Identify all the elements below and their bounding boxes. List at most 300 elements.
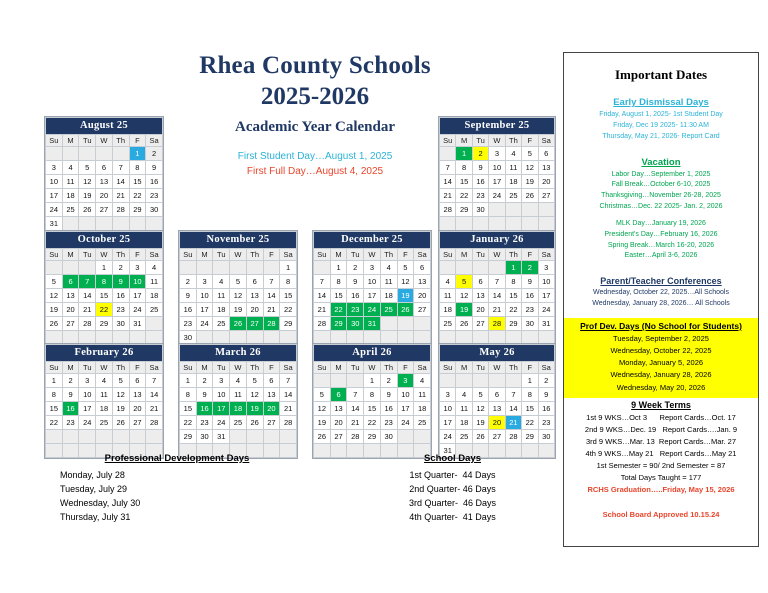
day-cell[interactable]: 3 [196,275,213,289]
day-cell[interactable]: 18 [440,303,456,317]
day-cell[interactable]: 13 [330,402,347,416]
day-cell[interactable]: 23 [347,303,364,317]
day-cell[interactable]: 27 [489,430,505,444]
day-cell[interactable]: 17 [364,289,381,303]
day-cell[interactable]: 23 [196,416,213,430]
day-cell[interactable]: 20 [129,402,146,416]
day-cell[interactable]: 30 [538,430,554,444]
day-cell[interactable]: 27 [62,317,79,331]
day-cell[interactable]: 11 [414,388,431,402]
day-cell[interactable]: 31 [538,317,554,331]
day-cell[interactable]: 18 [213,303,230,317]
day-cell[interactable]: 31 [46,217,63,231]
day-cell[interactable]: 23 [538,416,554,430]
day-cell[interactable]: 29 [456,203,472,217]
day-cell[interactable]: 11 [380,275,397,289]
day-cell[interactable]: 25 [456,430,472,444]
day-cell[interactable]: 27 [414,303,431,317]
day-cell[interactable]: 22 [180,416,197,430]
day-cell[interactable]: 8 [505,275,521,289]
day-cell[interactable]: 8 [364,388,381,402]
day-cell[interactable]: 12 [314,402,331,416]
day-cell[interactable]: 19 [230,303,247,317]
day-cell[interactable]: 11 [456,402,472,416]
day-cell[interactable]: 29 [505,317,521,331]
day-cell[interactable]: 28 [505,430,521,444]
day-cell[interactable]: 1 [129,147,146,161]
day-cell[interactable]: 29 [522,430,538,444]
day-cell[interactable]: 3 [129,261,146,275]
day-cell[interactable]: 7 [505,388,521,402]
day-cell[interactable]: 3 [364,261,381,275]
day-cell[interactable]: 20 [489,416,505,430]
day-cell[interactable]: 13 [129,388,146,402]
day-cell[interactable]: 7 [146,374,163,388]
day-cell[interactable]: 11 [505,161,521,175]
day-cell[interactable]: 10 [79,388,96,402]
day-cell[interactable]: 9 [112,275,129,289]
day-cell[interactable]: 6 [538,147,554,161]
day-cell[interactable]: 31 [364,317,381,331]
day-cell[interactable]: 24 [46,203,63,217]
day-cell[interactable]: 26 [314,430,331,444]
day-cell[interactable]: 29 [280,317,297,331]
day-cell[interactable]: 14 [112,175,129,189]
day-cell[interactable]: 16 [196,402,213,416]
day-cell[interactable]: 15 [505,289,521,303]
day-cell[interactable]: 25 [230,416,247,430]
day-cell[interactable]: 21 [489,303,505,317]
day-cell[interactable]: 12 [46,289,63,303]
day-cell[interactable]: 15 [46,402,63,416]
day-cell[interactable]: 20 [62,303,79,317]
day-cell[interactable]: 17 [79,402,96,416]
day-cell[interactable]: 31 [213,430,230,444]
day-cell[interactable]: 9 [380,388,397,402]
day-cell[interactable]: 1 [505,261,521,275]
day-cell[interactable]: 15 [364,402,381,416]
day-cell[interactable]: 12 [246,388,263,402]
day-cell[interactable]: 22 [364,416,381,430]
day-cell[interactable]: 13 [246,289,263,303]
day-cell[interactable]: 21 [112,189,129,203]
day-cell[interactable]: 20 [263,402,280,416]
day-cell[interactable]: 22 [96,303,113,317]
day-cell[interactable]: 29 [129,203,146,217]
day-cell[interactable]: 3 [213,374,230,388]
day-cell[interactable]: 19 [79,189,96,203]
day-cell[interactable]: 13 [414,275,431,289]
day-cell[interactable]: 5 [397,261,414,275]
day-cell[interactable]: 14 [79,289,96,303]
day-cell[interactable]: 5 [522,147,538,161]
day-cell[interactable]: 19 [112,402,129,416]
day-cell[interactable]: 12 [79,175,96,189]
day-cell[interactable]: 26 [522,189,538,203]
day-cell[interactable]: 15 [522,402,538,416]
day-cell[interactable]: 13 [263,388,280,402]
day-cell[interactable]: 28 [263,317,280,331]
day-cell[interactable]: 5 [246,374,263,388]
day-cell[interactable]: 18 [230,402,247,416]
day-cell[interactable]: 20 [330,416,347,430]
day-cell[interactable]: 24 [129,303,146,317]
day-cell[interactable]: 30 [522,317,538,331]
day-cell[interactable]: 29 [96,317,113,331]
day-cell[interactable]: 28 [314,317,331,331]
day-cell[interactable]: 6 [330,388,347,402]
day-cell[interactable]: 23 [112,303,129,317]
day-cell[interactable]: 21 [347,416,364,430]
day-cell[interactable]: 12 [456,289,472,303]
day-cell[interactable]: 21 [79,303,96,317]
day-cell[interactable]: 10 [489,161,505,175]
day-cell[interactable]: 2 [472,147,488,161]
day-cell[interactable]: 4 [456,388,472,402]
day-cell[interactable]: 13 [96,175,113,189]
day-cell[interactable]: 14 [489,289,505,303]
day-cell[interactable]: 26 [246,416,263,430]
day-cell[interactable]: 22 [456,189,472,203]
day-cell[interactable]: 26 [79,203,96,217]
day-cell[interactable]: 18 [505,175,521,189]
day-cell[interactable]: 28 [280,416,297,430]
day-cell[interactable]: 18 [62,189,79,203]
day-cell[interactable]: 11 [96,388,113,402]
day-cell[interactable]: 7 [489,275,505,289]
day-cell[interactable]: 1 [364,374,381,388]
day-cell[interactable]: 25 [505,189,521,203]
day-cell[interactable]: 3 [440,388,456,402]
day-cell[interactable]: 29 [180,430,197,444]
day-cell[interactable]: 9 [347,275,364,289]
day-cell[interactable]: 16 [538,402,554,416]
day-cell[interactable]: 26 [46,317,63,331]
day-cell[interactable]: 22 [505,303,521,317]
day-cell[interactable]: 15 [129,175,146,189]
day-cell[interactable]: 10 [213,388,230,402]
day-cell[interactable]: 1 [180,374,197,388]
day-cell[interactable]: 24 [213,416,230,430]
day-cell[interactable]: 27 [330,430,347,444]
day-cell[interactable]: 12 [522,161,538,175]
day-cell[interactable]: 30 [180,331,197,345]
day-cell[interactable]: 19 [246,402,263,416]
day-cell[interactable]: 15 [330,289,347,303]
day-cell[interactable]: 25 [380,303,397,317]
day-cell[interactable]: 23 [472,189,488,203]
day-cell[interactable]: 10 [196,289,213,303]
day-cell[interactable]: 4 [146,261,163,275]
day-cell[interactable]: 2 [538,374,554,388]
day-cell[interactable]: 26 [112,416,129,430]
day-cell[interactable]: 16 [380,402,397,416]
day-cell[interactable]: 14 [280,388,297,402]
day-cell[interactable]: 23 [180,317,197,331]
day-cell[interactable]: 22 [129,189,146,203]
day-cell[interactable]: 8 [46,388,63,402]
day-cell[interactable]: 11 [146,275,163,289]
day-cell[interactable]: 19 [314,416,331,430]
day-cell[interactable]: 28 [440,203,456,217]
day-cell[interactable]: 2 [62,374,79,388]
day-cell[interactable]: 28 [112,203,129,217]
day-cell[interactable]: 10 [46,175,63,189]
day-cell[interactable]: 21 [280,402,297,416]
day-cell[interactable]: 8 [180,388,197,402]
day-cell[interactable]: 14 [263,289,280,303]
day-cell[interactable]: 9 [538,388,554,402]
day-cell[interactable]: 12 [230,289,247,303]
day-cell[interactable]: 14 [505,402,521,416]
day-cell[interactable]: 27 [96,203,113,217]
day-cell[interactable]: 16 [522,289,538,303]
day-cell[interactable]: 22 [330,303,347,317]
day-cell[interactable]: 27 [472,317,488,331]
day-cell[interactable]: 24 [397,416,414,430]
day-cell[interactable]: 22 [522,416,538,430]
day-cell[interactable]: 10 [538,275,554,289]
day-cell[interactable]: 21 [314,303,331,317]
day-cell[interactable]: 4 [380,261,397,275]
day-cell[interactable]: 5 [79,161,96,175]
day-cell[interactable]: 16 [347,289,364,303]
day-cell[interactable]: 5 [46,275,63,289]
day-cell[interactable]: 16 [146,175,163,189]
day-cell[interactable]: 8 [280,275,297,289]
day-cell[interactable]: 4 [440,275,456,289]
day-cell[interactable]: 24 [364,303,381,317]
day-cell[interactable]: 17 [129,289,146,303]
day-cell[interactable]: 14 [347,402,364,416]
day-cell[interactable]: 1 [456,147,472,161]
day-cell[interactable]: 1 [330,261,347,275]
day-cell[interactable]: 28 [146,416,163,430]
day-cell[interactable]: 4 [62,161,79,175]
day-cell[interactable]: 29 [330,317,347,331]
day-cell[interactable]: 6 [414,261,431,275]
day-cell[interactable]: 8 [129,161,146,175]
day-cell[interactable]: 24 [79,416,96,430]
day-cell[interactable]: 9 [62,388,79,402]
day-cell[interactable]: 6 [489,388,505,402]
day-cell[interactable]: 24 [440,430,456,444]
day-cell[interactable]: 21 [263,303,280,317]
day-cell[interactable]: 7 [79,275,96,289]
day-cell[interactable]: 31 [129,317,146,331]
day-cell[interactable]: 1 [522,374,538,388]
day-cell[interactable]: 8 [522,388,538,402]
day-cell[interactable]: 28 [79,317,96,331]
day-cell[interactable]: 6 [62,275,79,289]
day-cell[interactable]: 6 [263,374,280,388]
day-cell[interactable]: 23 [146,189,163,203]
day-cell[interactable]: 6 [246,275,263,289]
day-cell[interactable]: 24 [489,189,505,203]
day-cell[interactable]: 7 [440,161,456,175]
day-cell[interactable]: 4 [213,275,230,289]
day-cell[interactable]: 21 [505,416,521,430]
day-cell[interactable]: 22 [46,416,63,430]
day-cell[interactable]: 7 [112,161,129,175]
day-cell[interactable]: 25 [440,317,456,331]
day-cell[interactable]: 8 [456,161,472,175]
day-cell[interactable]: 30 [196,430,213,444]
day-cell[interactable]: 25 [213,317,230,331]
day-cell[interactable]: 21 [440,189,456,203]
day-cell[interactable]: 4 [505,147,521,161]
day-cell[interactable]: 8 [330,275,347,289]
day-cell[interactable]: 27 [263,416,280,430]
day-cell[interactable]: 9 [180,289,197,303]
day-cell[interactable]: 14 [314,289,331,303]
day-cell[interactable]: 6 [129,374,146,388]
day-cell[interactable]: 30 [146,203,163,217]
day-cell[interactable]: 2 [522,261,538,275]
day-cell[interactable]: 17 [440,416,456,430]
day-cell[interactable]: 31 [440,444,456,458]
day-cell[interactable]: 15 [280,289,297,303]
day-cell[interactable]: 2 [180,275,197,289]
day-cell[interactable]: 12 [472,402,488,416]
day-cell[interactable]: 25 [96,416,113,430]
day-cell[interactable]: 7 [263,275,280,289]
day-cell[interactable]: 3 [538,261,554,275]
day-cell[interactable]: 20 [472,303,488,317]
day-cell[interactable]: 5 [314,388,331,402]
day-cell[interactable]: 19 [456,303,472,317]
day-cell[interactable]: 10 [364,275,381,289]
day-cell[interactable]: 10 [129,275,146,289]
day-cell[interactable]: 30 [347,317,364,331]
day-cell[interactable]: 2 [112,261,129,275]
day-cell[interactable]: 17 [213,402,230,416]
day-cell[interactable]: 20 [538,175,554,189]
day-cell[interactable]: 4 [230,374,247,388]
day-cell[interactable]: 1 [46,374,63,388]
day-cell[interactable]: 9 [196,388,213,402]
day-cell[interactable]: 27 [538,189,554,203]
day-cell[interactable]: 24 [196,317,213,331]
day-cell[interactable]: 15 [180,402,197,416]
day-cell[interactable]: 14 [440,175,456,189]
day-cell[interactable]: 29 [364,430,381,444]
day-cell[interactable]: 30 [380,430,397,444]
day-cell[interactable]: 13 [538,161,554,175]
day-cell[interactable]: 5 [112,374,129,388]
day-cell[interactable]: 1 [280,261,297,275]
day-cell[interactable]: 18 [414,402,431,416]
day-cell[interactable]: 15 [96,289,113,303]
day-cell[interactable]: 3 [489,147,505,161]
day-cell[interactable]: 11 [62,175,79,189]
day-cell[interactable]: 11 [440,289,456,303]
day-cell[interactable]: 15 [456,175,472,189]
day-cell[interactable]: 2 [380,374,397,388]
day-cell[interactable]: 16 [112,289,129,303]
day-cell[interactable]: 18 [146,289,163,303]
day-cell[interactable]: 24 [538,303,554,317]
day-cell[interactable]: 26 [230,317,247,331]
day-cell[interactable]: 17 [489,175,505,189]
day-cell[interactable]: 20 [96,189,113,203]
day-cell[interactable]: 4 [96,374,113,388]
day-cell[interactable]: 22 [280,303,297,317]
day-cell[interactable]: 17 [538,289,554,303]
day-cell[interactable]: 12 [112,388,129,402]
day-cell[interactable]: 1 [96,261,113,275]
day-cell[interactable]: 30 [112,317,129,331]
day-cell[interactable]: 13 [62,289,79,303]
day-cell[interactable]: 27 [129,416,146,430]
day-cell[interactable]: 2 [146,147,163,161]
day-cell[interactable]: 2 [347,261,364,275]
day-cell[interactable]: 6 [472,275,488,289]
day-cell[interactable]: 3 [397,374,414,388]
day-cell[interactable]: 7 [314,275,331,289]
day-cell[interactable]: 19 [397,289,414,303]
day-cell[interactable]: 14 [146,388,163,402]
day-cell[interactable]: 19 [472,416,488,430]
day-cell[interactable]: 28 [347,430,364,444]
day-cell[interactable]: 16 [472,175,488,189]
day-cell[interactable]: 6 [96,161,113,175]
day-cell[interactable]: 5 [456,275,472,289]
day-cell[interactable]: 13 [489,402,505,416]
day-cell[interactable]: 23 [62,416,79,430]
day-cell[interactable]: 3 [46,161,63,175]
day-cell[interactable]: 26 [456,317,472,331]
day-cell[interactable]: 18 [380,289,397,303]
day-cell[interactable]: 10 [397,388,414,402]
day-cell[interactable]: 26 [472,430,488,444]
day-cell[interactable]: 25 [62,203,79,217]
day-cell[interactable]: 7 [280,374,297,388]
day-cell[interactable]: 7 [347,388,364,402]
day-cell[interactable]: 16 [62,402,79,416]
day-cell[interactable]: 2 [196,374,213,388]
day-cell[interactable]: 4 [414,374,431,388]
day-cell[interactable]: 17 [196,303,213,317]
day-cell[interactable]: 12 [397,275,414,289]
day-cell[interactable]: 20 [246,303,263,317]
day-cell[interactable]: 18 [456,416,472,430]
day-cell[interactable]: 3 [79,374,96,388]
day-cell[interactable]: 17 [397,402,414,416]
day-cell[interactable]: 13 [472,289,488,303]
day-cell[interactable]: 27 [246,317,263,331]
day-cell[interactable]: 21 [146,402,163,416]
day-cell[interactable]: 18 [96,402,113,416]
day-cell[interactable]: 26 [397,303,414,317]
day-cell[interactable]: 9 [146,161,163,175]
day-cell[interactable]: 8 [96,275,113,289]
day-cell[interactable]: 19 [522,175,538,189]
day-cell[interactable]: 23 [380,416,397,430]
day-cell[interactable]: 16 [180,303,197,317]
day-cell[interactable]: 20 [414,289,431,303]
day-cell[interactable]: 5 [472,388,488,402]
day-cell[interactable]: 9 [472,161,488,175]
day-cell[interactable]: 28 [489,317,505,331]
day-cell[interactable]: 10 [440,402,456,416]
day-cell[interactable]: 5 [230,275,247,289]
day-cell[interactable]: 11 [230,388,247,402]
day-cell[interactable]: 25 [146,303,163,317]
day-cell[interactable]: 19 [46,303,63,317]
day-cell[interactable]: 9 [522,275,538,289]
day-cell[interactable]: 11 [213,289,230,303]
